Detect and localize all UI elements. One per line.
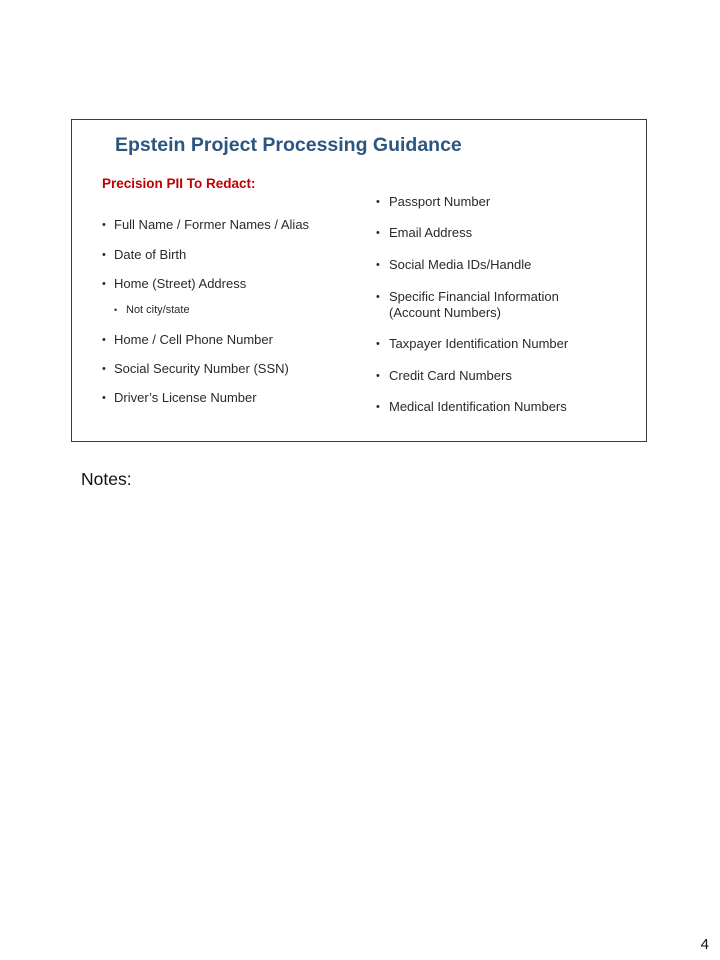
slide-title: Epstein Project Processing Guidance [115,134,462,156]
bullet-icon: • [376,338,380,350]
list-item: • Social Security Number (SSN) [102,361,289,376]
list-item: • Home (Street) Address [102,276,247,291]
bullet-icon: • [376,196,380,208]
list-item: • Home / Cell Phone Number [102,332,273,347]
list-item: • Date of Birth [102,247,187,262]
bullet-icon: • [376,291,380,303]
bullet-icon: • [102,249,106,261]
list-item: • Email Address [376,225,473,240]
bullet-icon: • [102,278,106,290]
bullet-icon: • [102,363,106,375]
notes-label: Notes: [81,469,132,489]
list-item: • Passport Number [376,194,491,209]
list-item: • Specific Financial Information [376,289,559,304]
list-item: • Medical Identification Numbers [376,399,567,414]
bullet-icon: • [102,219,106,231]
slide-frame [71,119,647,442]
bullet-icon: • [376,370,380,382]
page-number: 4 [700,936,709,953]
bullet-icon: • [114,305,118,315]
bullet-icon: • [102,334,106,346]
bullet-icon: • [376,259,380,271]
bullet-icon: • [376,227,380,239]
pii-subheading: Precision PII To Redact: [102,176,256,191]
list-item: • Full Name / Former Names / Alias [102,217,310,232]
list-item: • Credit Card Numbers [376,368,512,383]
list-item: • Driver’s License Number [102,390,257,405]
list-item: • Social Media IDs/Handle [376,257,532,272]
list-item-continuation: (Account Numbers) [389,305,501,320]
list-item: • Taxpayer Identification Number [376,336,569,351]
bullet-icon: • [376,401,380,413]
bullet-icon: • [102,392,106,404]
list-subitem: • Not city/state [114,304,190,316]
